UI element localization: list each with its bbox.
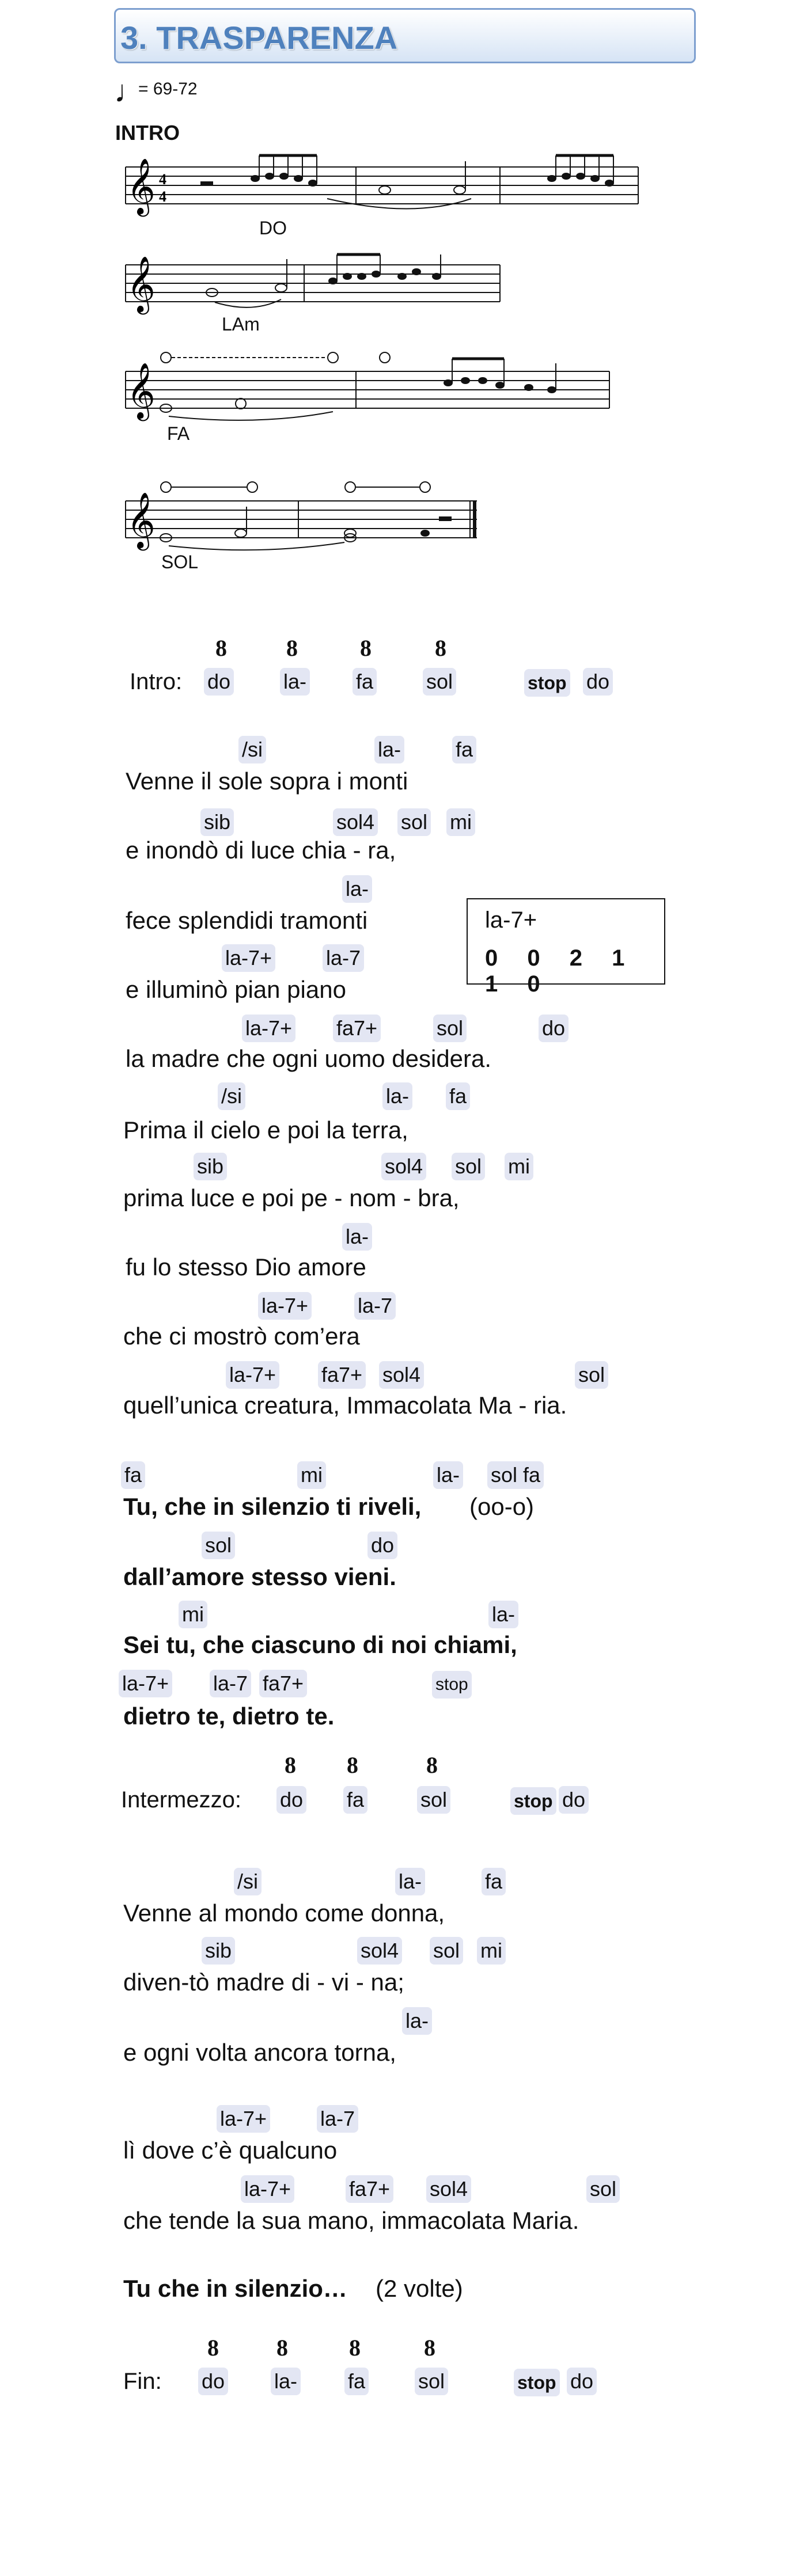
- chord: fa: [121, 1461, 145, 1489]
- stop-marker: stop: [524, 669, 570, 697]
- chord-diagram-frets: 0 0 2 1 1 0: [485, 945, 636, 997]
- beat-count: 8: [276, 2335, 288, 2361]
- fin-label: Fin:: [123, 2369, 162, 2394]
- chord: la-: [395, 1868, 425, 1895]
- chord: fa: [452, 736, 476, 763]
- chord: fa7+: [333, 1015, 381, 1042]
- chord: sol4: [379, 1361, 424, 1389]
- lyric-line: la madre che ogni uomo desidera.: [126, 1045, 492, 1072]
- beat-count: 8: [426, 1752, 438, 1778]
- chord: la-7: [210, 1670, 251, 1697]
- chord: do: [198, 2368, 228, 2395]
- chord: la-7: [354, 1292, 396, 1320]
- chord: sol4: [333, 808, 378, 836]
- svg-text:𝄞: 𝄞: [127, 362, 156, 419]
- chord: /si: [234, 1868, 262, 1895]
- beat-count: 8: [435, 635, 446, 661]
- svg-text:𝄞: 𝄞: [127, 158, 156, 214]
- lyric-line: che tende la sua mano, immacolata Maria.: [123, 2207, 579, 2234]
- intro-heading: INTRO: [115, 121, 180, 145]
- chord: sib: [200, 808, 234, 836]
- beat-count: 8: [347, 1752, 358, 1778]
- chord-diagram-box: [467, 898, 665, 997]
- chord: la-: [488, 1601, 518, 1628]
- chord: la-: [374, 736, 404, 763]
- lyric-line: fece splendidi tramonti: [126, 907, 368, 934]
- staff-3: [114, 348, 621, 429]
- chord: fa: [482, 1868, 506, 1895]
- title-banner: [114, 8, 696, 63]
- lyric-line: Venne al mondo come donna,: [123, 1899, 445, 1927]
- staff-4: [114, 478, 517, 558]
- chord: sol: [202, 1532, 235, 1559]
- beat-count: 8: [285, 1752, 296, 1778]
- chord: la-: [402, 2007, 432, 2035]
- chord: la-7: [317, 2105, 358, 2133]
- chord: sol: [452, 1153, 485, 1180]
- chord: la-7+: [241, 2175, 294, 2203]
- chord: fa7+: [318, 1361, 366, 1389]
- chord: la-7+: [119, 1670, 172, 1697]
- chord: sib: [194, 1153, 227, 1180]
- lyric-line: prima luce e poi pe - nom - bra,: [123, 1184, 460, 1211]
- chorus-line: Sei tu, che ciascuno di noi chiami,: [123, 1631, 517, 1658]
- staff-chord-do: DO: [259, 218, 287, 238]
- chord: do: [539, 1015, 569, 1042]
- chord: la-: [271, 2368, 301, 2395]
- svg-text:𝄞: 𝄞: [127, 492, 156, 548]
- chord: do: [276, 1786, 306, 1814]
- chord: fa: [344, 2368, 369, 2395]
- lyric-line: quell’unica creatura, Immacolata Ma - ria.: [123, 1392, 567, 1419]
- chord: sol: [586, 2175, 620, 2203]
- chord: mi: [446, 808, 475, 836]
- svg-text:4: 4: [159, 188, 166, 205]
- chord: fa: [343, 1786, 367, 1814]
- lyric-line: lì dove c’è qualcuno: [123, 2137, 338, 2164]
- chord: /si: [238, 736, 266, 763]
- intermezzo-label: Intermezzo:: [121, 1787, 241, 1813]
- chord: mi: [179, 1601, 207, 1628]
- lyric-line: fu lo stesso Dio amore: [126, 1253, 366, 1281]
- chord: sol4: [426, 2175, 471, 2203]
- chord: mi: [477, 1937, 506, 1965]
- staff-chord-lam: LAm: [222, 314, 260, 335]
- quarter-note-icon: ♩: [114, 74, 145, 109]
- lyric-line: che ci mostrò com’era: [123, 1323, 360, 1350]
- lyric-line: e ogni volta ancora torna,: [123, 2039, 396, 2066]
- tempo-marking: = 69-72: [138, 79, 198, 98]
- beat-count: 8: [286, 635, 298, 661]
- chord: sol fa: [487, 1461, 544, 1489]
- chord: do: [559, 1786, 589, 1814]
- chord: la-7: [323, 944, 364, 972]
- chord: la-: [342, 1223, 372, 1251]
- chord: fa: [446, 1082, 470, 1110]
- svg-text:4: 4: [159, 171, 166, 188]
- beat-count: 8: [215, 635, 227, 661]
- chord: do: [583, 668, 613, 696]
- chord: sol: [415, 2368, 448, 2395]
- chord: la-7+: [226, 1361, 279, 1389]
- chord: sol: [433, 1015, 467, 1042]
- chord: la-7+: [222, 944, 275, 972]
- beat-count: 8: [360, 635, 372, 661]
- staff-chord-fa: FA: [167, 423, 190, 444]
- chorus-repeat-line: Tu che in silenzio…: [123, 2275, 347, 2302]
- stop-marker: stop: [510, 1787, 556, 1815]
- chord: sol: [397, 808, 431, 836]
- beat-count: 8: [349, 2335, 361, 2361]
- chord: la-7+: [217, 2105, 270, 2133]
- lyric-line: diven-tò madre di - vi - na;: [123, 1969, 404, 1996]
- stop-marker: stop: [432, 1671, 472, 1699]
- chord: sol4: [357, 1937, 402, 1965]
- chord: fa: [353, 668, 377, 696]
- chord: fa7+: [346, 2175, 393, 2203]
- lyric-line: e inondò di luce chia - ra,: [126, 837, 396, 864]
- stop-marker: stop: [514, 2369, 560, 2396]
- staff-1: [114, 150, 655, 230]
- lyric-line: e illuminò pian piano: [126, 976, 346, 1003]
- song-title: 3. TRASPARENZA: [120, 20, 398, 56]
- chord: sol: [423, 668, 456, 696]
- staff-2: [114, 248, 517, 322]
- repeat-note: (2 volte): [376, 2275, 463, 2302]
- chord: sol: [417, 1786, 450, 1814]
- chorus-line: Tu, che in silenzio ti riveli,: [123, 1493, 422, 1520]
- chord: do: [204, 668, 234, 696]
- chord: fa7+: [259, 1670, 307, 1697]
- chord: do: [567, 2368, 597, 2395]
- chord: do: [367, 1532, 397, 1559]
- beat-count: 8: [207, 2335, 219, 2361]
- chord: la-: [342, 875, 372, 903]
- chord: mi: [505, 1153, 533, 1180]
- chord: sol4: [381, 1153, 426, 1180]
- chorus-echo: (oo-o): [469, 1493, 535, 1520]
- chord: sol: [430, 1937, 463, 1965]
- svg-text:𝄞: 𝄞: [127, 256, 156, 312]
- staff-chord-sol: SOL: [161, 552, 199, 572]
- chord: sib: [202, 1937, 235, 1965]
- chord-diagram-name: la-7+: [485, 907, 537, 933]
- chord: la-: [433, 1461, 463, 1489]
- chord: la-: [280, 668, 310, 696]
- lyric-line: Prima il cielo e poi la terra,: [123, 1116, 408, 1143]
- chord: /si: [218, 1082, 245, 1110]
- chord: mi: [297, 1461, 326, 1489]
- beat-count: 8: [424, 2335, 435, 2361]
- chorus-line: dall’amore stesso vieni.: [123, 1563, 396, 1590]
- intro-label: Intro:: [130, 669, 183, 694]
- chord: la-: [382, 1082, 412, 1110]
- chord: la-7+: [258, 1292, 312, 1320]
- chorus-line: dietro te, dietro te.: [123, 1703, 335, 1730]
- lyric-line: Venne il sole sopra i monti: [126, 768, 408, 795]
- chord: la-7+: [242, 1015, 295, 1042]
- chord: sol: [575, 1361, 608, 1389]
